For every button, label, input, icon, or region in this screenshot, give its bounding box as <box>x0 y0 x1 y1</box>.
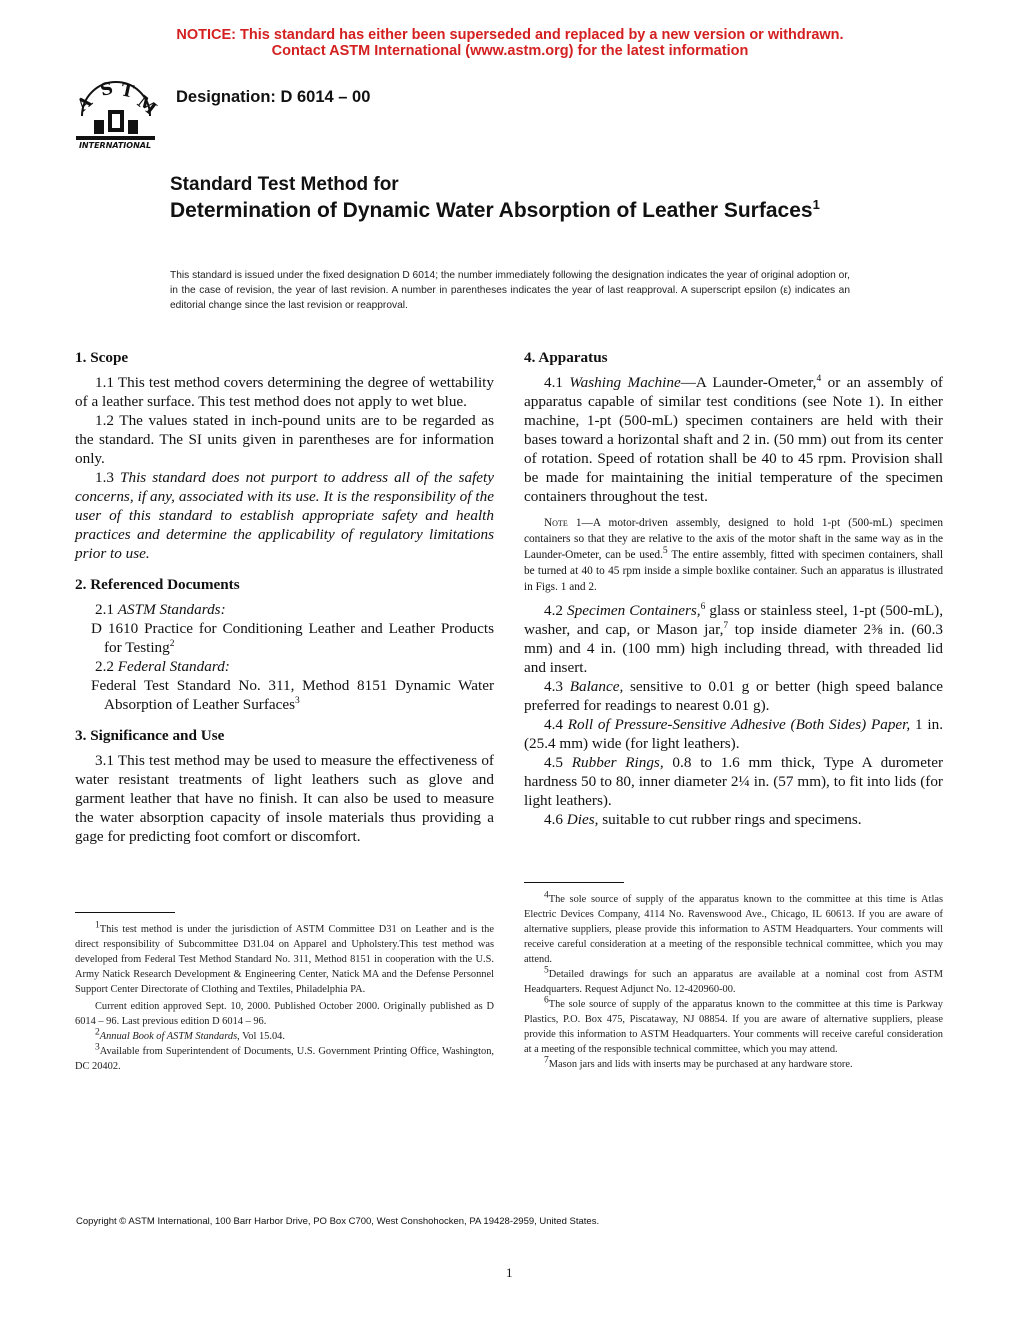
svg-text:S: S <box>98 78 116 101</box>
svg-text:M: M <box>132 92 161 120</box>
footnote-7-text: Mason jars and lids with inserts may be purchased at any hardware store. <box>548 1059 853 1070</box>
title-footnote-mark: 1 <box>812 197 820 212</box>
para-2-2 <box>75 657 494 676</box>
para-4-6-number: 4.6 <box>544 811 563 828</box>
para-4-2-sup: 6 <box>700 601 706 612</box>
title-main <box>170 198 930 224</box>
para-4-4-number: 4.4 <box>544 716 563 733</box>
note-1-text-a: —A motor-driven assembly, designed to hold 1-pt (500-mL) specimen containers so that they are relative to the axis of the motor shaft in the same way as in the Launder-Ometer, can be used. <box>524 517 943 561</box>
para-3-1: 3.1 This test method may be used to measure the effectiveness of water resistant treatments of light leathers such as glove and garment leather that have no finish. It can also be used to measure the water absorption capacity of insole materials thus providing a gage for predicting foot comfort or discomfort. <box>75 752 494 845</box>
footnote-6 <box>524 997 943 1057</box>
para-4-1-sup: 4 <box>816 373 822 384</box>
para-2-1-number: 2.1 <box>95 601 114 618</box>
para-2-2-text: Federal Standard: <box>117 658 230 675</box>
para-4-4-text: 1 in. (25.4 mm) wide (for light leathers). <box>524 716 943 752</box>
section-2-heading: 2. Referenced Documents <box>75 576 240 593</box>
section-3-heading: 3. Significance and Use <box>75 727 225 744</box>
para-4-6 <box>524 810 943 829</box>
footnote-2 <box>75 1029 494 1044</box>
title-line-2: Determination of Dynamic Water Absorption of Leather Surfaces <box>170 199 813 222</box>
para-4-5-number: 4.5 <box>544 754 563 771</box>
footnote-3-mark: 3 <box>95 1042 100 1053</box>
para-4-3 <box>524 677 943 715</box>
left-footnotes <box>75 922 494 1074</box>
para-4-3-text: sensitive to 0.01 g or better (high speed balance preferred for readings to nearest 0.01 g). <box>524 678 944 714</box>
para-1-3-text: This standard does not purport to address all of the safety concerns, if any, associated with its use. It is the responsibility of the user of this standard to establish appropriate safety and health practices and determine the applicability of regulatory limitations prior to use. <box>75 469 495 562</box>
note-1-text-b: The entire assembly, fitted with specimen containers, shall be turned at 40 to 45 rpm inside a simple boxlike container. Such an apparatus is illustrated in Figs. 1 and 2. <box>524 549 943 593</box>
para-4-3-term: Balance, <box>569 678 624 695</box>
footnote-2-mark: 2 <box>95 1027 100 1038</box>
notice-line-1: NOTICE: This standard has either been superseded and replaced by a new version or withdrawn. <box>176 27 844 43</box>
para-4-4 <box>524 715 943 753</box>
page-number: 1 <box>506 1265 513 1280</box>
footnote-1 <box>75 922 494 997</box>
para-4-4-term: Roll of Pressure-Sensitive Adhesive (Both Sides) Paper, <box>567 716 911 733</box>
footnote-7-mark: 7 <box>544 1055 549 1066</box>
section-4-heading: 4. Apparatus <box>524 349 608 366</box>
note-1-label: Note 1 <box>544 517 582 529</box>
footnote-3 <box>75 1044 494 1074</box>
para-2-1 <box>75 600 494 619</box>
para-4-2-term: Specimen Containers, <box>567 602 701 619</box>
footnote-6-mark: 6 <box>544 995 549 1006</box>
para-1-2: 1.2 The values stated in inch-pound units are to be regarded as the standard. The SI units given in parentheses are for information only. <box>75 412 494 467</box>
footnote-4-text: The sole source of supply of the apparatus known to the committee at this time is Atlas Electric Devices Company, 4114 No. Ravenswood Ave., Chicago, IL 60613. If you are aware of alternative suppliers, please provide this information to ASTM Headquarters. Your comments will receive careful consideration at a meeting of the responsible technical committee, which you may attend. <box>524 894 943 965</box>
left-column <box>75 348 494 846</box>
svg-text:A: A <box>73 92 97 116</box>
title-line-1: Standard Test Method for <box>170 174 399 195</box>
reference-fed-311-sup: 3 <box>295 695 300 706</box>
para-4-1-number: 4.1 <box>544 374 563 391</box>
footnote-6-text: The sole source of supply of the apparatus known to the committee at this time is Parkway Plastics, P.O. Box 475, Piscataway, NJ 08854. If you are aware of alternative suppliers, please provide this information to ASTM Headquarters. Your comments will receive careful consideration at a meeting of the responsible technical committee, which you may attend. <box>524 999 943 1055</box>
para-4-6-term: Dies, <box>566 811 599 828</box>
footnote-5 <box>524 967 943 997</box>
para-4-2-text-b: top inside diameter 2⅜ in. (60.3 mm) and 4 in. (100 mm) high including thread, with threaded lid and insert. <box>524 621 944 676</box>
footnote-1-text: This test method is under the jurisdiction of ASTM Committee D31 on Leather and is the direct responsibility of Subcommittee D31.04 on Apparel and Upholstery.This test method was developed from Federal Test Method Standard No. 311, Method 8151 in cooperation with the U.S. Army Natick Research Development & Engineering Center, Natick MA and the Defense Personnel Support Center Directorate of Clothing and Textiles, Philadelphia PA. <box>75 924 494 995</box>
para-4-6-text: suitable to cut rubber rings and specimens. <box>598 811 862 828</box>
issued-statement: This standard is issued under the fixed designation D 6014; the number immediately following the designation indicates the year of original adoption or, in the case of revision, the year of last revision. A number in parentheses indicates the year of last reapproval. A superscript epsilon (ε) indicates an editorial change since the last revision or reapproval. <box>170 270 850 311</box>
para-4-2-number: 4.2 <box>544 602 563 619</box>
copyright: Copyright © ASTM International, 100 Barr Harbor Drive, PO Box C700, West Conshohocken, PA 19428-2959, United States. <box>76 1216 600 1227</box>
svg-text:INTERNATIONAL: INTERNATIONAL <box>78 141 152 150</box>
para-4-2-sup-2: 7 <box>723 620 729 631</box>
astm-logo <box>68 76 163 150</box>
reference-d1610-text: D 1610 Practice for Conditioning Leather and Leather Products for Testing <box>91 620 494 656</box>
svg-text:T: T <box>118 80 136 103</box>
para-2-2-number: 2.2 <box>95 658 114 675</box>
notice-line-2: Contact ASTM International (www.astm.org) for the latest information <box>271 43 749 59</box>
para-4-2 <box>524 601 943 677</box>
footnote-5-text: Detailed drawings for such an apparatus are available at a nominal cost from ASTM Headquarters. Request Adjunct No. 12-420960-00. <box>524 969 943 995</box>
para-1-3-number: 1.3 <box>95 469 114 486</box>
footnote-2-text: , Vol 15.04. <box>237 1031 285 1042</box>
para-2-1-text: ASTM Standards: <box>117 601 226 618</box>
para-4-2-text-a: glass or stainless steel, 1-pt (500-mL), washer, and cap, or Mason jar, <box>524 602 944 638</box>
footnote-3-text: Available from Superintendent of Documents, U.S. Government Printing Office, Washington, DC 20402. <box>75 1046 494 1072</box>
footnote-2-italic: Annual Book of ASTM Standards <box>99 1031 238 1042</box>
footnote-7 <box>524 1057 943 1072</box>
para-4-5 <box>524 753 943 810</box>
para-4-1 <box>524 373 943 506</box>
reference-d1610-sup: 2 <box>169 638 175 649</box>
section-1-heading: 1. Scope <box>75 349 129 366</box>
para-4-1-term: Washing Machine <box>569 374 681 391</box>
note-1 <box>524 515 943 595</box>
para-4-5-text: 0.8 to 1.6 mm thick, Type A durometer hardness 50 to 80, inner diameter 2¼ in. (57 mm), to fit into lids (for light leathers). <box>524 754 944 809</box>
left-footnote-rule <box>75 912 175 913</box>
footnote-1-edition: Current edition approved Sept. 10, 2000. Published October 2000. Originally published as D 6014 – 96. Last previous edition D 6014 – 96. <box>75 1001 494 1027</box>
para-1-1: 1.1 This test method covers determining the degree of wettability of a leather surface. This test method does not apply to wet blue. <box>75 374 494 410</box>
footnote-5-mark: 5 <box>544 965 549 976</box>
right-footnotes <box>524 892 943 1072</box>
reference-fed-311 <box>75 676 494 714</box>
para-4-1-text-b: or an assembly of apparatus capable of similar test conditions (see Note 1). In either machine, 1-pt (500-mL) specimen containers are held with their bases toward a horizontal shaft and 2 in. (50 mm) out from its center of rotation. Speed of rotation shall be 40 to 45 rpm. Provision shall be made for maintaining the initial temperature of the specimen containers throughout the test. <box>524 374 943 505</box>
right-footnote-rule <box>524 882 624 883</box>
footnote-1-mark: 1 <box>95 920 100 931</box>
para-4-5-term: Rubber Rings, <box>571 754 664 771</box>
reference-d1610 <box>75 619 494 657</box>
footnote-4-mark: 4 <box>544 890 549 901</box>
footnote-4 <box>524 892 943 967</box>
right-column <box>524 348 943 829</box>
para-1-3 <box>75 468 494 563</box>
astm-logo-mark <box>68 76 163 150</box>
designation: Designation: D 6014 – 00 <box>176 88 371 106</box>
para-4-3-number: 4.3 <box>544 678 563 695</box>
para-4-1-text-a: —A Launder-Ometer, <box>680 374 817 391</box>
reference-fed-311-text: Federal Test Standard No. 311, Method 8151 Dynamic Water Absorption of Leather Surfaces <box>91 677 494 713</box>
note-1-sup: 5 <box>662 546 668 557</box>
